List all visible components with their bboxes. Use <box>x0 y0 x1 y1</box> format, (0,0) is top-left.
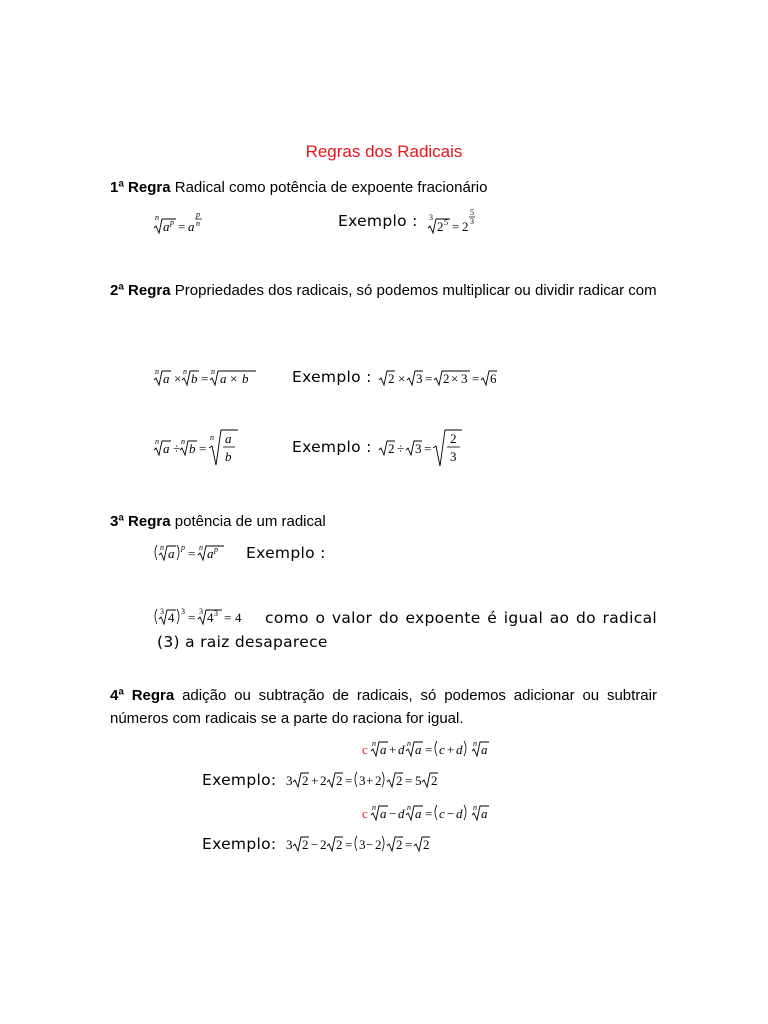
svg-text:4: 4 <box>235 610 242 625</box>
svg-text:−: − <box>311 837 319 852</box>
svg-text:a: a <box>163 219 170 234</box>
svg-text:÷: ÷ <box>173 441 181 456</box>
rule-3-formula <box>150 540 240 566</box>
svg-text:3: 3 <box>416 371 423 386</box>
svg-text:2: 2 <box>388 371 395 386</box>
svg-text:n: n <box>196 219 200 228</box>
rule-3-label: 3ª Regra <box>110 513 171 530</box>
svg-text:d: d <box>398 742 405 757</box>
rule-3-text: potência de um radical <box>170 513 326 530</box>
svg-text:p: p <box>196 210 200 219</box>
svg-text:c: c <box>439 806 445 821</box>
svg-text:=: = <box>345 837 353 852</box>
svg-text:a: a <box>380 806 387 821</box>
rule-4-text: adição ou subtração de radicais, só podemos adicionar ou subtrair números com radicais se a parte do raciona for igual. <box>110 687 657 727</box>
rule-4-example-subtract <box>286 832 466 856</box>
svg-text:=: = <box>425 371 433 386</box>
svg-text:3: 3 <box>359 837 366 852</box>
svg-text:a: a <box>207 546 214 561</box>
svg-text:=: = <box>425 806 433 821</box>
svg-text:2: 2 <box>423 837 430 852</box>
svg-text:2: 2 <box>388 441 395 456</box>
svg-text:3: 3 <box>199 607 203 616</box>
rule-1-text: Radical como potência de expoente fracionário <box>170 179 488 196</box>
rule-4-label: 4ª Regra <box>110 687 175 704</box>
svg-text:3: 3 <box>461 371 468 386</box>
svg-text:5: 5 <box>470 208 474 217</box>
svg-text:a: a <box>188 219 195 234</box>
svg-text:a: a <box>415 806 422 821</box>
svg-text:b: b <box>189 441 196 456</box>
svg-text:=: = <box>425 742 433 757</box>
rule-1-example-label: Exemplo : <box>338 212 418 230</box>
rule-3-example-label: Exemplo : <box>246 544 326 562</box>
svg-text:4: 4 <box>207 610 214 625</box>
svg-text:n: n <box>155 213 159 222</box>
svg-text:2: 2 <box>320 837 327 852</box>
svg-text:b: b <box>242 371 249 386</box>
svg-text:÷: ÷ <box>397 441 405 456</box>
rule-1-heading <box>110 176 657 199</box>
svg-text:a: a <box>163 371 170 386</box>
svg-text:n: n <box>211 367 215 376</box>
rule-1-example-formula <box>426 206 486 236</box>
svg-text:c: c <box>362 806 368 821</box>
svg-text:2: 2 <box>462 219 469 234</box>
svg-text:d: d <box>398 806 405 821</box>
svg-text:=: = <box>178 219 186 234</box>
svg-text:3: 3 <box>429 213 433 222</box>
svg-text:=: = <box>188 546 196 561</box>
svg-text:a: a <box>168 546 175 561</box>
svg-text:=: = <box>424 441 432 456</box>
svg-text:2: 2 <box>450 431 457 446</box>
svg-text:−: − <box>389 806 397 821</box>
svg-text:+: + <box>311 773 319 788</box>
svg-text:n: n <box>407 803 411 812</box>
svg-text:=: = <box>405 837 413 852</box>
svg-text:=: = <box>452 219 460 234</box>
svg-text:×: × <box>398 371 406 386</box>
rule-3-heading <box>110 510 657 533</box>
rule-2-example-multiply <box>378 366 528 390</box>
svg-text:2: 2 <box>443 371 450 386</box>
svg-text:3: 3 <box>415 441 422 456</box>
rule-3-example-note <box>157 606 657 654</box>
svg-text:×: × <box>230 371 238 386</box>
rule-4-example-label-add: Exemplo: <box>202 771 277 789</box>
svg-text:n: n <box>155 367 159 376</box>
svg-text:a: a <box>415 742 422 757</box>
svg-text:n: n <box>181 437 185 446</box>
svg-text:3: 3 <box>470 217 474 226</box>
svg-text:×: × <box>451 371 459 386</box>
svg-text:+: + <box>447 742 455 757</box>
svg-text:n: n <box>473 739 477 748</box>
svg-text:×: × <box>174 371 182 386</box>
rule-2-example-divide <box>378 428 478 470</box>
svg-text:−: − <box>447 806 455 821</box>
rule-1-label: 1ª Regra <box>110 179 171 196</box>
svg-text:n: n <box>372 803 376 812</box>
svg-text:+: + <box>366 773 374 788</box>
svg-text:n: n <box>183 367 187 376</box>
svg-text:4: 4 <box>168 610 175 625</box>
svg-text:p: p <box>170 218 174 227</box>
svg-text:2: 2 <box>302 773 309 788</box>
svg-text:b: b <box>191 371 198 386</box>
svg-text:a: a <box>481 806 488 821</box>
svg-text:b: b <box>225 449 232 464</box>
rule-4-formula-add <box>362 736 507 762</box>
svg-text:=: = <box>472 371 480 386</box>
svg-text:=: = <box>405 773 413 788</box>
svg-text:p: p <box>214 545 218 554</box>
svg-text:p: p <box>181 543 185 552</box>
svg-text:2: 2 <box>375 773 382 788</box>
rule-2-text: Propriedades dos radicais, só podemos multiplicar ou dividir radicar com <box>170 282 657 299</box>
svg-text:n: n <box>160 543 164 552</box>
svg-text:5: 5 <box>415 773 422 788</box>
svg-text:n: n <box>473 803 477 812</box>
rule-4-heading <box>110 684 657 730</box>
svg-text:2: 2 <box>302 837 309 852</box>
rule-2-heading <box>110 279 657 302</box>
svg-text:3: 3 <box>181 607 185 616</box>
svg-text:d: d <box>456 742 463 757</box>
rule-2-formula-divide <box>150 428 250 468</box>
svg-text:c: c <box>362 742 368 757</box>
svg-text:3: 3 <box>286 837 293 852</box>
svg-text:2: 2 <box>396 837 403 852</box>
svg-text:2: 2 <box>375 837 382 852</box>
svg-text:2: 2 <box>437 219 444 234</box>
rule-4-formula-subtract <box>362 800 507 826</box>
page-title: Regras dos Radicais <box>305 142 463 161</box>
rule-1-formula <box>150 206 230 236</box>
svg-text:a: a <box>225 431 232 446</box>
svg-text:n: n <box>210 433 214 442</box>
rule-4-example-label-subtract: Exemplo: <box>202 835 277 853</box>
svg-text:d: d <box>456 806 463 821</box>
svg-text:=: = <box>199 441 207 456</box>
svg-text:5: 5 <box>444 218 448 227</box>
svg-text:3: 3 <box>450 449 457 464</box>
svg-text:2: 2 <box>320 773 327 788</box>
rule-2-example-label-divide: Exemplo : <box>292 438 372 456</box>
rule-4-example-add <box>286 768 466 792</box>
svg-text:n: n <box>199 543 203 552</box>
svg-text:2: 2 <box>396 773 403 788</box>
svg-text:=: = <box>201 371 209 386</box>
svg-text:a: a <box>481 742 488 757</box>
svg-text:=: = <box>224 610 232 625</box>
svg-text:3: 3 <box>160 607 164 616</box>
svg-text:2: 2 <box>336 837 343 852</box>
rule-3-example-note-text: como o valor do expoente é igual ao do radical (3) a raiz desaparece <box>157 609 657 651</box>
svg-text:+: + <box>389 742 397 757</box>
svg-text:a: a <box>380 742 387 757</box>
rule-2-example-label-multiply: Exemplo : <box>292 368 372 386</box>
svg-text:a: a <box>220 371 227 386</box>
svg-text:c: c <box>439 742 445 757</box>
svg-text:6: 6 <box>490 371 497 386</box>
svg-text:n: n <box>155 437 159 446</box>
svg-text:=: = <box>345 773 353 788</box>
svg-text:3: 3 <box>286 773 293 788</box>
rule-2-label: 2ª Regra <box>110 282 171 299</box>
svg-text:a: a <box>163 441 170 456</box>
svg-text:2: 2 <box>336 773 343 788</box>
svg-text:3: 3 <box>214 609 218 618</box>
svg-text:n: n <box>372 739 376 748</box>
svg-text:n: n <box>407 739 411 748</box>
svg-text:3: 3 <box>359 773 366 788</box>
svg-text:2: 2 <box>431 773 438 788</box>
svg-text:=: = <box>188 610 196 625</box>
svg-text:−: − <box>366 837 374 852</box>
rule-2-formula-multiply <box>150 366 270 390</box>
